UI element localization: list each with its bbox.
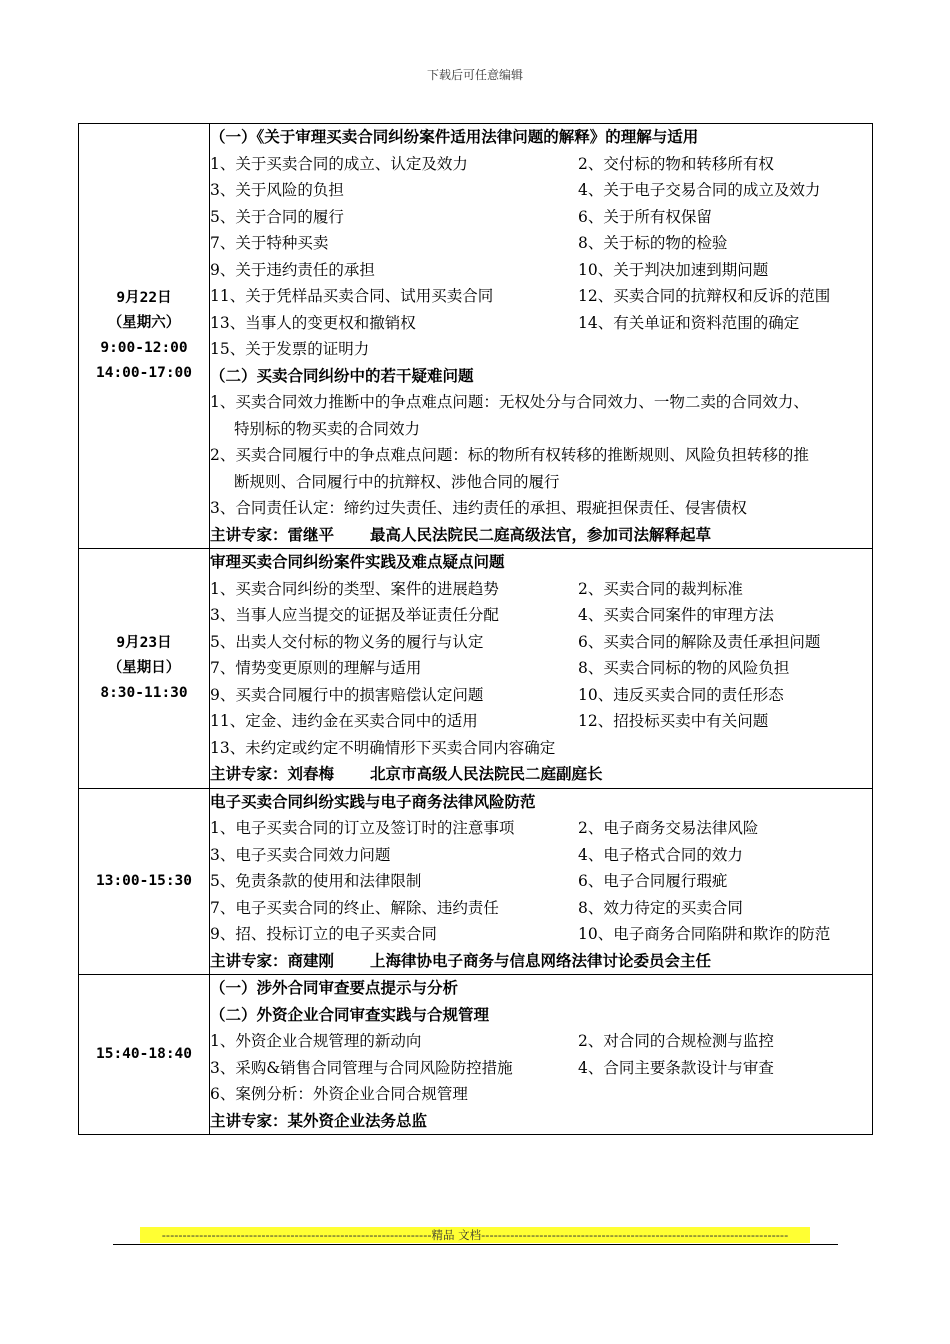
- topic-item: 3、合同责任认定：缔约过失责任、违约责任的承担、瑕疵担保责任、侵害债权: [210, 499, 747, 517]
- topic-item: 7、关于特种买卖: [210, 234, 329, 252]
- topic-item: 6、关于所有权保留: [578, 207, 712, 226]
- topic-row: [210, 230, 872, 257]
- topic-item: 7、情势变更原则的理解与适用: [210, 659, 422, 677]
- topic-row: [210, 921, 872, 948]
- topic-item: 11、定金、违约金在买卖合同中的适用: [210, 712, 478, 730]
- topic-item: 15、关于发票的证明力: [210, 340, 370, 358]
- topic-row: [210, 1055, 872, 1082]
- topic-row: [210, 310, 872, 337]
- footer-dashes: --------------------------------------------------------------------------: [481, 1228, 789, 1242]
- topic-row: [210, 283, 872, 310]
- topic-item: 12、买卖合同的抗辩权和反诉的范围: [578, 287, 831, 305]
- topic-item: 4、合同主要条款设计与审查: [578, 1058, 774, 1077]
- topic-item: 3、电子买卖合同效力问题: [210, 845, 391, 864]
- topic-item: 12、招投标买卖中有关问题: [578, 712, 769, 730]
- topic-row: [210, 655, 872, 682]
- topic-row: [210, 151, 872, 178]
- speaker-line: [210, 948, 872, 975]
- topic-text: 2、买卖合同履行中的争点难点问题：标的物所有权转移的推断规则、风险负担转移的推: [210, 446, 809, 464]
- topic-item: 7、电子买卖合同的终止、解除、违约责任: [210, 898, 499, 917]
- session-weekday: （星期六）: [107, 315, 181, 331]
- session-content-cell: [210, 549, 873, 789]
- topic-item: 2、电子商务交易法律风险: [578, 819, 759, 837]
- topic-item: 6、案例分析：外资企业合同合规管理: [210, 1085, 468, 1103]
- session-title: 审理买卖合同纠纷案件实践及难点疑点问题: [210, 552, 505, 571]
- topic-item: 10、违反买卖合同的责任形态: [578, 685, 784, 704]
- topic-item: 1、买卖合同纠纷的类型、案件的进展趋势: [210, 579, 499, 598]
- session-time-range: 15:40-18:40: [95, 1046, 193, 1062]
- topic-item: 2、对合同的合规检测与监控: [578, 1032, 774, 1050]
- topic-row: [210, 815, 872, 842]
- topic-item: 5、关于合同的履行: [210, 207, 344, 226]
- session-row: [79, 975, 873, 1135]
- header-note: 下载后可任意编辑: [426, 68, 523, 82]
- topic-item: 4、买卖合同案件的审理方法: [578, 606, 774, 624]
- topic-item-long: [210, 389, 872, 442]
- topic-item: 9、买卖合同履行中的损害赔偿认定问题: [210, 685, 484, 704]
- schedule-table: [78, 123, 873, 1135]
- topic-text: 1、买卖合同效力推断中的争点难点问题：无权处分与合同效力、一物二卖的合同效力、: [210, 393, 809, 411]
- topic-item: 1、外资企业合规管理的新动向: [210, 1032, 422, 1050]
- session-date: 9月23日: [116, 634, 172, 651]
- speaker-name: 主讲专家：商建刚: [210, 950, 335, 970]
- topic-row: [210, 708, 872, 735]
- topic-item: 10、电子商务合同陷阱和欺诈的防范: [578, 925, 831, 943]
- topic-item: 3、采购&销售合同管理与合同风险防控措施: [210, 1058, 513, 1077]
- speaker-name: 主讲专家：雷继平: [210, 524, 335, 544]
- session-time-range: 13:00-15:30: [95, 872, 193, 889]
- topic-item: 3、当事人应当提交的证据及举证责任分配: [210, 606, 499, 624]
- topic-item: 9、关于违约责任的承担: [210, 260, 375, 279]
- topic-row: [210, 177, 872, 204]
- speaker-title: 最高人民法院民二庭高级法官，参加司法解释起草: [370, 524, 712, 544]
- topic-item: 4、关于电子交易合同的成立及效力: [578, 181, 821, 199]
- session-time-range: 14:00-17:00: [95, 365, 193, 381]
- topic-text-continued: 特别标的物买卖的合同效力: [234, 419, 421, 438]
- speaker-name: 主讲专家：刘春梅: [210, 764, 335, 783]
- footer-banner: [140, 1227, 810, 1243]
- topic-item: 10、关于判决加速到期问题: [578, 260, 769, 279]
- topic-item: 8、关于标的物的检验: [578, 234, 728, 252]
- session-time-range: 9:00-12:00: [100, 340, 188, 356]
- session-weekday: （星期日）: [107, 659, 181, 676]
- topic-item: 6、电子合同履行瑕疵: [578, 872, 728, 890]
- session-time-cell: [79, 975, 210, 1135]
- session-title: （一）涉外合同审查要点提示与分析: [210, 978, 459, 997]
- topic-item: 11、关于凭样品买卖合同、试用买卖合同: [210, 287, 494, 305]
- speaker-line: [210, 1108, 872, 1135]
- session-title: （一）《关于审理买卖合同纠纷案件适用法律问题的解释》的理解与适用: [210, 127, 699, 146]
- session-subtitle: （二）外资企业合同审查实践与合规管理: [210, 1004, 490, 1024]
- footer-rule: [113, 1244, 838, 1245]
- topic-item: 5、出卖人交付标的物义务的履行与认定: [210, 632, 484, 651]
- topic-item: 1、关于买卖合同的成立、认定及效力: [210, 154, 468, 173]
- topic-row: [210, 842, 872, 869]
- speaker-title: 北京市高级人民法院民二庭副庭长: [370, 764, 603, 783]
- session-row: [79, 124, 873, 549]
- topic-item: 3、关于风险的负担: [210, 181, 344, 199]
- session-title: 电子买卖合同纠纷实践与电子商务法律风险防范: [210, 791, 536, 811]
- topic-item: 9、招、投标订立的电子买卖合同: [210, 925, 437, 943]
- topic-item: 8、效力待定的买卖合同: [578, 898, 743, 917]
- session-date: 9月22日: [116, 290, 172, 306]
- topic-item: 2、买卖合同的裁判标准: [578, 579, 743, 598]
- topic-item: 13、当事人的变更权和撤销权: [210, 313, 416, 332]
- speaker-title: 上海律协电子商务与信息网络法律讨论委员会主任: [370, 950, 712, 970]
- topic-item: 5、免责条款的使用和法律限制: [210, 872, 422, 890]
- topic-item: 2、交付标的物和转移所有权: [578, 154, 774, 173]
- session-time-range: 8:30-11:30: [100, 684, 188, 701]
- session-row: [79, 549, 873, 789]
- topic-item: 13、未约定或约定不明确情形下买卖合同内容确定: [210, 738, 556, 757]
- topic-row: [210, 629, 872, 656]
- session-time-cell: [79, 124, 210, 549]
- topic-row: [210, 204, 872, 231]
- topic-row: [210, 868, 872, 895]
- speaker-name: 主讲专家：某外资企业法务总监: [210, 1110, 428, 1130]
- session-time-cell: [79, 549, 210, 789]
- topic-item: 6、买卖合同的解除及责任承担问题: [578, 632, 821, 651]
- topic-item: 8、买卖合同标的物的风险负担: [578, 659, 790, 677]
- speaker-line: [210, 522, 872, 549]
- topic-row: [210, 1028, 872, 1055]
- speaker-line: [210, 761, 872, 788]
- session-row: [79, 788, 873, 975]
- footer-dashes: -----------------------------------------------------------------: [161, 1228, 432, 1242]
- topic-row: [210, 602, 872, 629]
- session-content-cell: [210, 975, 873, 1135]
- topic-row: [210, 257, 872, 284]
- topic-item: 1、电子买卖合同的订立及签订时的注意事项: [210, 819, 515, 837]
- topic-row: [210, 576, 872, 603]
- topic-item-long: [210, 442, 872, 495]
- topic-text-continued: 断规则、合同履行中的抗辩权、涉他合同的履行: [234, 472, 560, 491]
- session-content-cell: [210, 124, 873, 549]
- topic-item: 4、电子格式合同的效力: [578, 845, 743, 864]
- session-time-cell: [79, 788, 210, 975]
- topic-row: [210, 682, 872, 709]
- session-subtitle: （二）买卖合同纠纷中的若干疑难问题: [210, 365, 474, 385]
- topic-item: 14、有关单证和资料范围的确定: [578, 313, 800, 332]
- footer-label: 精品 文档: [431, 1228, 482, 1242]
- session-content-cell: [210, 788, 873, 975]
- topic-row: [210, 895, 872, 922]
